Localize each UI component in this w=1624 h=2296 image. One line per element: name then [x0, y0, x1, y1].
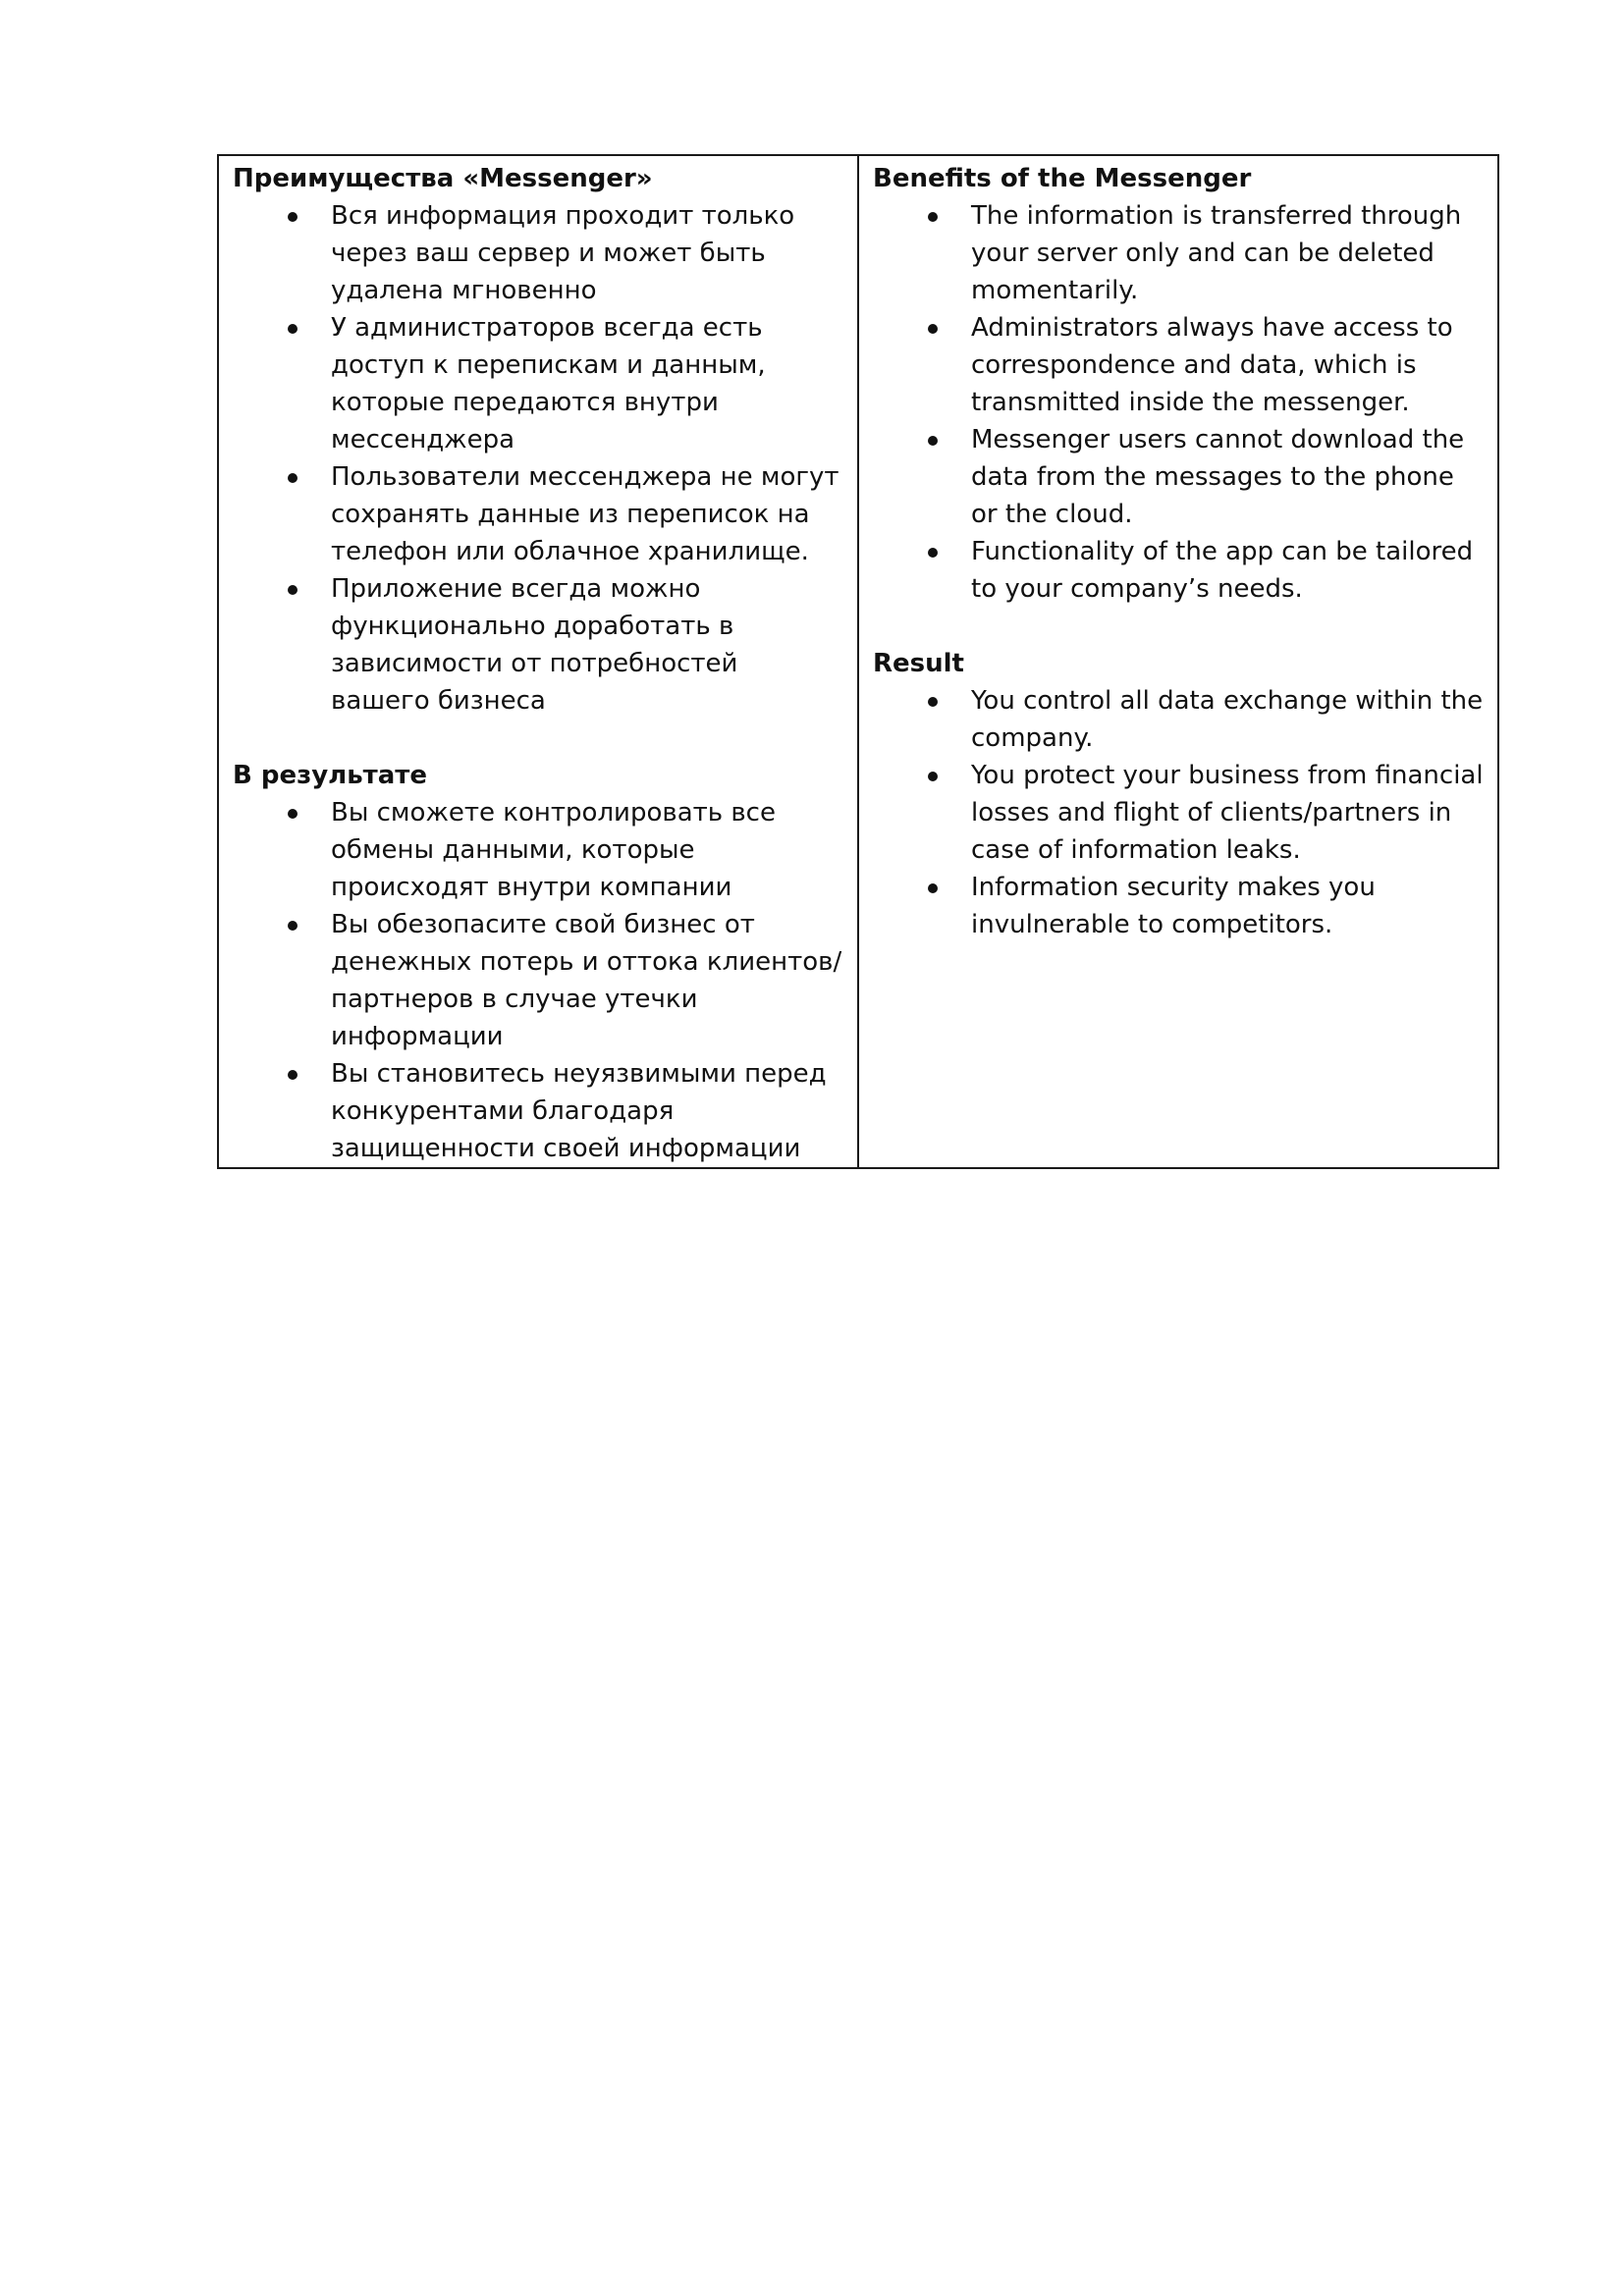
bullet-icon — [288, 585, 298, 595]
list-item — [233, 458, 843, 570]
bullet-icon — [288, 809, 298, 819]
list-item — [873, 533, 1484, 608]
list-item-text: Приложение всегда можно функционально доработать в зависимости от потребностей вашего бизнеса — [331, 574, 738, 716]
bilingual-table — [217, 154, 1499, 1169]
list-item — [233, 906, 843, 1055]
list-item-text: Вы становитесь неуязвимыми перед конкурентами благодаря защищенности своей информации — [331, 1059, 827, 1163]
list-item-text: Messenger users cannot download the data from the messages to the phone or the cloud. — [971, 425, 1465, 529]
list-item — [233, 197, 843, 309]
bullet-icon — [928, 697, 938, 707]
right-result-title: Result — [873, 649, 964, 678]
list-item-text: The information is transferred through your server only and can be deleted momentarily. — [971, 201, 1462, 305]
bullet-icon — [288, 212, 298, 222]
list-item-text: You control all data exchange within the company. — [971, 686, 1484, 753]
list-item — [873, 309, 1484, 421]
bullet-icon — [928, 883, 938, 893]
list-item — [233, 1055, 843, 1167]
list-item-text: You protect your business from financial losses and flight of clients/partners in case of information leaks. — [971, 761, 1484, 865]
bullet-icon — [288, 921, 298, 931]
left-benefits-title: Преимущества «Messenger» — [233, 164, 653, 193]
list-item-text: У администраторов всегда есть доступ к перепискам и данным, которые передаются внутри мессенджера — [331, 313, 766, 454]
left-result-list — [233, 794, 843, 1167]
section-spacer — [873, 608, 1484, 645]
right-result-list — [873, 682, 1484, 943]
list-item-text: Functionality of the app can be tailored to your company’s needs. — [971, 537, 1474, 604]
bullet-icon — [928, 772, 938, 781]
bullet-icon — [928, 212, 938, 222]
bullet-icon — [928, 324, 938, 334]
list-item — [233, 570, 843, 720]
list-item — [873, 757, 1484, 869]
bullet-icon — [288, 324, 298, 334]
bullet-icon — [928, 548, 938, 558]
list-item — [233, 794, 843, 906]
list-item — [233, 309, 843, 458]
list-item — [873, 682, 1484, 757]
list-item — [873, 197, 1484, 309]
list-item — [873, 869, 1484, 943]
list-item-text: Information security makes you invulnerable to competitors. — [971, 873, 1376, 939]
list-item — [873, 421, 1484, 533]
list-item-text: Вся информация проходит только через ваш сервер и может быть удалена мгновенно — [331, 201, 795, 305]
list-item-text: Пользователи мессенджера не могут сохранять данные из переписок на телефон или облачное хранилище. — [331, 462, 839, 566]
bullet-icon — [288, 1070, 298, 1080]
right-benefits-list — [873, 197, 1484, 608]
table-row — [218, 155, 1498, 1168]
right-column-cell — [858, 155, 1498, 1168]
bullet-icon — [928, 436, 938, 446]
bullet-icon — [288, 473, 298, 483]
list-item-text: Вы обезопасите свой бизнес от денежных потерь и оттока клиентов/партнеров в случае утечки информации — [331, 910, 842, 1051]
left-column-cell — [218, 155, 858, 1168]
list-item-text: Administrators always have access to correspondence and data, which is transmitted inside the messenger. — [971, 313, 1453, 417]
section-spacer — [233, 720, 843, 757]
left-result-title: В результате — [233, 761, 427, 790]
right-benefits-title: Benefits of the Messenger — [873, 164, 1252, 193]
left-benefits-list — [233, 197, 843, 720]
list-item-text: Вы сможете контролировать все обмены данными, которые происходят внутри компании — [331, 798, 776, 902]
